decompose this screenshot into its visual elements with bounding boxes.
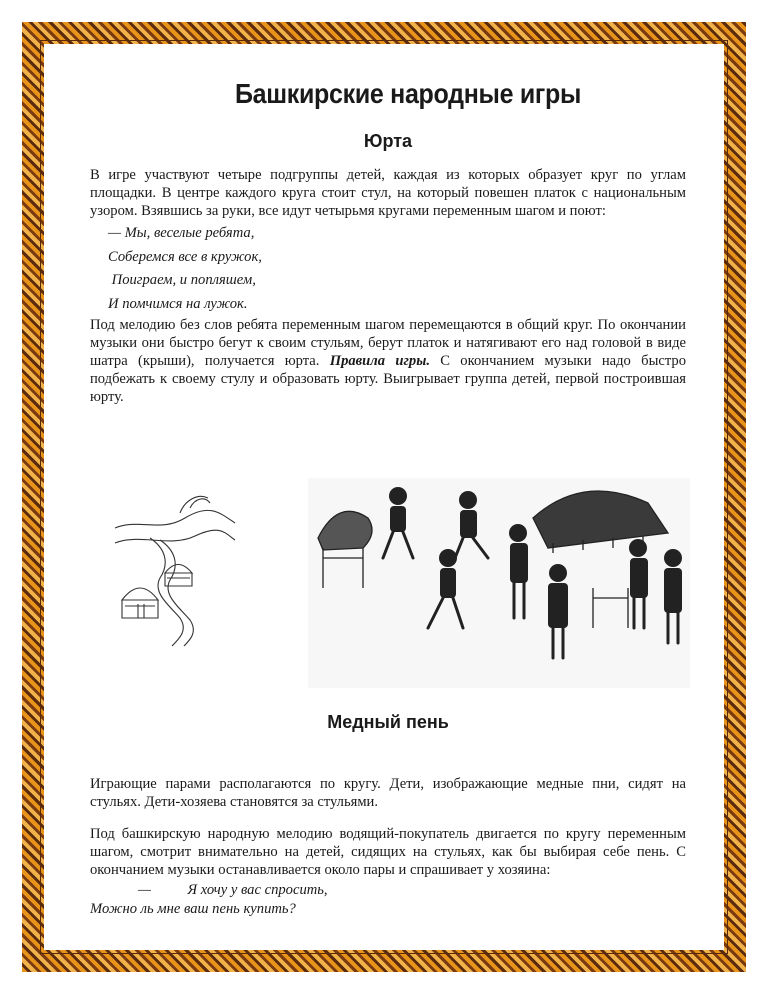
game1-body-part1: Под мелодию без слов ребята переменным шагом перемещаются в общий круг. По окончании музыки они быстро бегут к своим стульям, берут платок и натягивают его над головой в виде шатра (крыши), получается юрта.: [90, 317, 686, 369]
game1-body: [90, 316, 686, 406]
yurt-landscape-illustration: [110, 488, 240, 648]
game2-para1: Играющие парами располагаются по кругу. Дети, изображающие медные пни, сидят на стульях. Дети-хозяева становятся за стульями.: [90, 776, 686, 810]
game1-body-part2: С окончанием музыки надо быстро подбежать к своему стулу и образовать юрту. Выигрывает группа детей, первой построившая юрту.: [90, 353, 686, 405]
verse-line: — Я хочу у вас спросить,: [138, 882, 328, 898]
poem-line: И помчимся на лужок.: [108, 295, 248, 312]
game1-intro: В игре участвуют четыре подгруппы детей, каждая из которых образует круг по углам площадки. В центре каждого круга стоит стул, на который повешен платок с национальным узором. Взявшись за руки, все идут четырьмя кругами переменным шагом и поют:: [90, 167, 686, 219]
game1-heading: Юрта: [363, 131, 413, 151]
children-playing-illustration: [308, 478, 690, 688]
verse-line: Можно ль мне ваш пень купить?: [90, 901, 296, 917]
game2-heading: Медный пень: [327, 712, 449, 732]
poem-line: — Мы, веселые ребята,: [108, 225, 255, 241]
game2-section: [90, 712, 686, 919]
poem-line: Соберемся все в кружок,: [108, 248, 262, 265]
page-title: Башкирские народные игры: [234, 78, 582, 110]
game2-verse: [90, 881, 686, 919]
page-content: [90, 72, 686, 406]
rules-label: Правила игры.: [329, 353, 430, 369]
illustrations: [110, 478, 700, 703]
game1-poem: [108, 222, 686, 316]
game2-para2: Под башкирскую народную мелодию водящий-покупатель двигается по кругу переменным шагом, смотрит внимательно на детей, сидящих на стульях, как бы выбирая себе пень. С окончанием музыки останавливается около пары и спрашивает у хозяина:: [90, 826, 686, 878]
poem-line: Поиграем, и попляшем,: [108, 272, 256, 288]
